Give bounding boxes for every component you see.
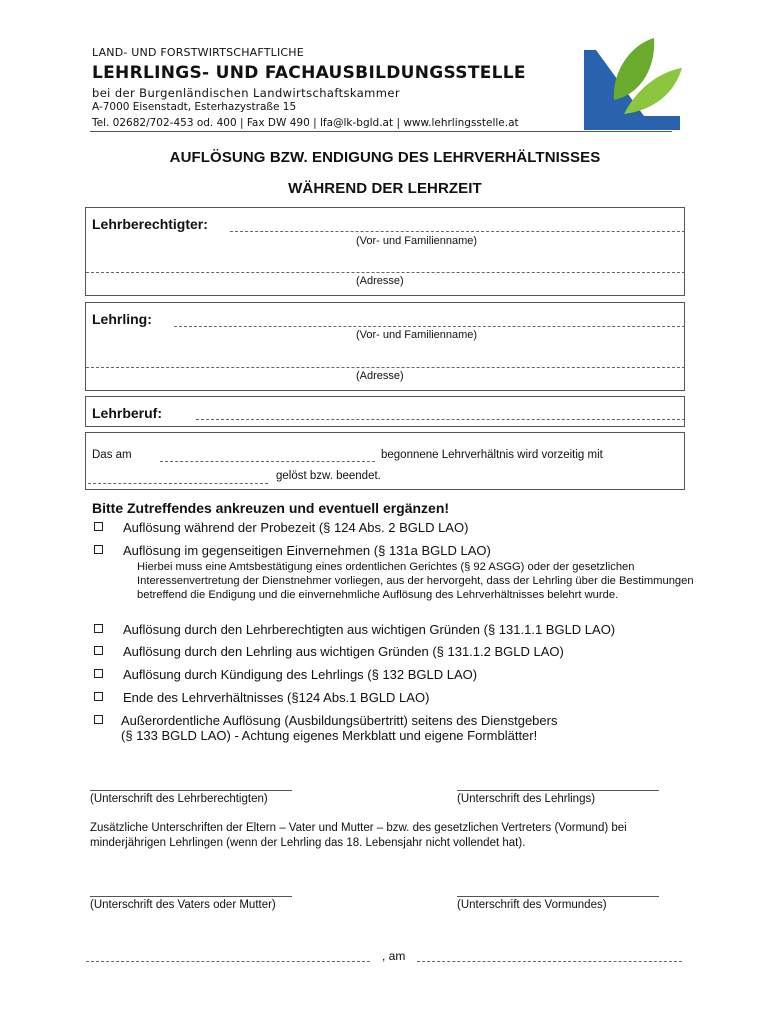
option-ausserordentlich-line-2: (§ 133 BGLD LAO) - Achtung eigenes Merkblatt und eigene Formblätter! <box>121 728 538 743</box>
checkbox-lehrling-gruende[interactable] <box>94 646 103 655</box>
signature-line-vormund[interactable] <box>457 896 659 897</box>
signature-line-vater-mutter[interactable] <box>90 896 292 897</box>
lehrberechtigter-address-field[interactable] <box>86 272 685 273</box>
lehrberuf-section <box>85 396 685 427</box>
date-field[interactable] <box>417 961 682 962</box>
lehrling-name-field[interactable] <box>174 326 685 327</box>
option-lehrling-gruende: Auflösung durch den Lehrling aus wichtigen Gründen (§ 131.1.2 BGLD LAO) <box>123 644 564 659</box>
checkbox-ausserordentlich[interactable] <box>94 715 103 724</box>
end-date-field[interactable] <box>88 483 268 484</box>
additional-signatures-note: Zusätzliche Unterschriften der Eltern – Vater und Mutter – bzw. des gesetzlichen Vertreters (Vormund) bei minderjährigen Lehrlingen (wenn der Lehrling das 18. Lebensjahr nicht vollendet hat). <box>90 822 627 849</box>
option-kuendigung: Auflösung durch Kündigung des Lehrlings (§ 132 BGLD LAO) <box>123 667 478 682</box>
header-divider <box>90 131 672 132</box>
signature-line-lehrberechtigter[interactable] <box>90 790 292 791</box>
signature-label-lehrberechtigter: (Unterschrift des Lehrberechtigten) <box>90 793 268 805</box>
einvernehmen-note: Hierbei muss eine Amtsbestätigung eines ordentlichen Gerichtes (§ 92 ASGG) oder der gesetzlichen Interessenvertretung der Dienstnehmer vorliegen, aus der hervorgeht, dass der Lehrling über die Bestimmungen betreffend die Endigung und die einvernehmliche Auflösung des Lehrverhältnisses belehrt wurde. <box>137 561 694 601</box>
lehrberuf-field[interactable] <box>196 419 685 420</box>
lehrling-address-field[interactable] <box>86 367 685 368</box>
form-title-line-2: WÄHREND DER LEHRZEIT <box>288 180 482 197</box>
checkbox-lehrberechtigter-gruende[interactable] <box>94 624 103 633</box>
signature-label-lehrling: (Unterschrift des Lehrlings) <box>457 793 596 805</box>
option-ausserordentlich: Außerordentliche Auflösung (Ausbildungsübertritt) seitens des Dienstgebers <box>121 713 558 728</box>
form-title-line-1: AUFLÖSUNG BZW. ENDIGUNG DES LEHRVERHÄLTNISSES <box>169 149 601 166</box>
checkbox-probezeit[interactable] <box>94 522 103 531</box>
lehrberechtigter-label: Lehrberechtigter: <box>92 216 208 232</box>
header-contact: Tel. 02682/702-453 od. 400 | Fax DW 490 | lfa@lk-bgld.at | www.lehrlingsstelle.at <box>92 117 519 129</box>
leaf-logo-icon <box>584 38 684 130</box>
lehrberechtigter-name-hint: (Vor- und Familienname) <box>356 235 478 247</box>
option-probezeit: Auflösung während der Probezeit (§ 124 Abs. 2 BGLD LAO) <box>123 520 469 535</box>
lehrberuf-label: Lehrberuf: <box>92 405 162 421</box>
signature-line-lehrling[interactable] <box>457 790 659 791</box>
header-address: A-7000 Eisenstadt, Esterhazystraße 15 <box>92 101 297 113</box>
am-label: , am <box>382 949 406 963</box>
date-text-1: begonnene Lehrverhältnis wird vorzeitig mit <box>381 449 603 461</box>
signature-label-vormund: (Unterschrift des Vormundes) <box>457 899 607 911</box>
lehrberechtigter-name-field[interactable] <box>230 231 685 232</box>
options-heading: Bitte Zutreffendes ankreuzen und eventuell ergänzen! <box>92 500 450 516</box>
lehrling-name-hint: (Vor- und Familienname) <box>356 329 478 341</box>
header-title: LEHRLINGS- UND FACHAUSBILDUNGSSTELLE <box>92 63 526 83</box>
option-ende: Ende des Lehrverhältnisses (§124 Abs.1 BGLD LAO) <box>123 690 430 705</box>
option-lehrberechtigter-gruende: Auflösung durch den Lehrberechtigten aus wichtigen Gründen (§ 131.1.1 BGLD LAO) <box>123 622 616 637</box>
header-line-1: LAND- UND FORSTWIRTSCHAFTLICHE <box>92 46 304 59</box>
lehrberechtigter-address-hint: (Adresse) <box>356 275 404 287</box>
header-chamber: bei der Burgenländischen Landwirtschaftskammer <box>92 86 400 100</box>
date-text-2: gelöst bzw. beendet. <box>276 470 381 482</box>
checkbox-ende[interactable] <box>94 692 103 701</box>
place-field[interactable] <box>86 961 370 962</box>
start-date-field[interactable] <box>160 461 375 462</box>
lehrling-address-hint: (Adresse) <box>356 370 404 382</box>
checkbox-einvernehmen[interactable] <box>94 545 103 554</box>
signature-label-vater-mutter: (Unterschrift des Vaters oder Mutter) <box>90 899 276 911</box>
checkbox-kuendigung[interactable] <box>94 669 103 678</box>
option-einvernehmen: Auflösung im gegenseitigen Einvernehmen (§ 131a BGLD LAO) <box>123 543 491 558</box>
lehrling-label: Lehrling: <box>92 311 152 327</box>
das-am-label: Das am <box>92 449 132 461</box>
